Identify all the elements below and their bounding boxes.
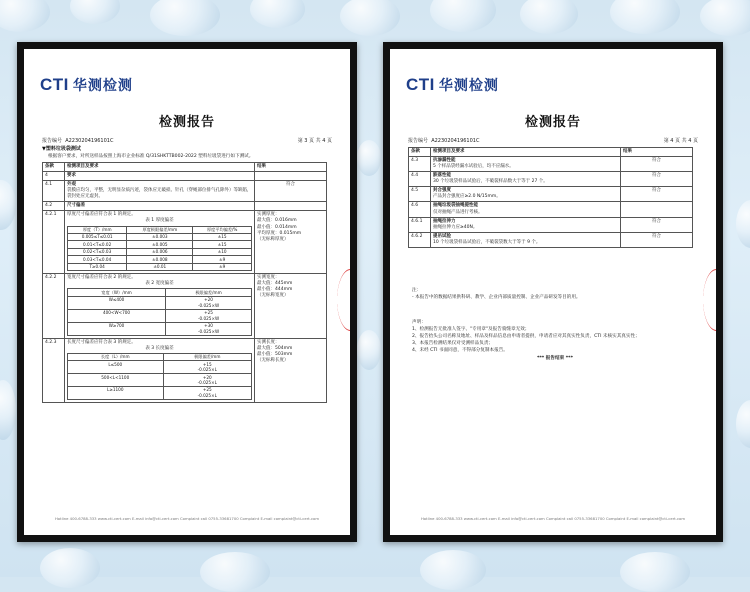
table-row-length: 4.2.3 长度尺寸偏差应符合表 3 的规定。 表 3 长度偏差 长度（L）/mm 极限偏差/mm L≤500 +15 -0.025×L 500<L<1100 +20 -0.025×L L≥1100 +25 -0.025×L 实测长度： 最大值：504mm 最小值：503mm （无标称长度）: [43, 338, 327, 402]
page-info: 第 4 页 共 4 页: [663, 138, 698, 144]
background-pebble: [40, 548, 100, 588]
table-row: 4.5 封合强度 产品封合强度应≥2.0 N/15mm。 符合: [409, 187, 693, 202]
statement-item: 1、检测报告无批准人签字、"专用章"及报告骑缝章无效；: [412, 327, 530, 333]
report-page-3: [24, 49, 350, 535]
header-result: 结果: [621, 148, 693, 157]
background-pebble: [610, 0, 680, 34]
report-meta: [408, 137, 698, 144]
table-row: 4.6 抽绳垃圾袋抽绳提性能 仅对抽绳产品进行考核。: [409, 202, 693, 217]
statement-section: [412, 319, 698, 362]
length-deviation-table: 长度（L）/mm 极限偏差/mm L≤500 +15 -0.025×L 500<L<1100 +20 -0.025×L L≥1100 +25 -0.025×L: [67, 353, 252, 400]
table-row: 4.6.1 抽绳拉伸力 抽绳拉伸力应≥40N。 符合: [409, 217, 693, 232]
note-text: - 本报告中的数据结果供科研、教学、企业内部质量控制、企业产品研发等目的用。: [412, 295, 581, 301]
background-pebble: [736, 400, 750, 448]
page-info: 第 3 页 共 4 页: [297, 138, 332, 144]
table-row: 4 要求: [43, 172, 327, 181]
report-end: *** 报告结束 ***: [537, 355, 573, 361]
header-clause: 条款: [409, 148, 431, 157]
statement-item: 3、本报告检测结果仅对受测样品负责；: [412, 341, 494, 347]
background-pebble: [0, 380, 16, 440]
report-title: 检测报告: [158, 115, 215, 130]
background-pebble: [700, 0, 750, 36]
report-no-label: 报告编号: [408, 138, 429, 144]
report-no: A2230204196101C: [65, 138, 114, 144]
table-header-row: [43, 163, 327, 172]
header-item: 检测项目及要求: [65, 163, 255, 172]
intro-text: 根据客户要求，对所送样品按照上海市企业标准 Q/31SHKTTB002-2022 塑料垃圾袋进行如下测试。: [48, 154, 254, 159]
table-row-thickness: 4.2.1 厚度尺寸偏差应符合表 1 的规定。 表 1 厚度偏差 厚度（T）/mm 厚度极限偏差/mm 厚度平均偏差/% 0.005≤T≤0.01 ±0.003 ±15 0.01<T≤0.02 ±0.005 ±15 0.02<T≤0.03 ±0.006 ±10 0.03<T≤0.04 ±0.008 ±9 T≥0.04 ±0.01 ±9 实测厚度： 最大值：0.016mm 最小值：0.014mm 平均厚度：0.015mm （无标称厚度）: [43, 211, 327, 274]
seal-stamp-edge: [337, 269, 350, 331]
logo-cn: 华测检测: [438, 78, 499, 94]
report-page-3-frame: [17, 42, 357, 542]
background-pebble: [430, 0, 496, 32]
test-results-table: [408, 147, 693, 248]
report-meta: [42, 137, 332, 144]
test-results-table: [42, 162, 327, 403]
cti-logo: [40, 75, 133, 95]
background-pebble: [620, 552, 690, 592]
report-title: 检测报告: [524, 115, 581, 130]
background-pebble: [357, 140, 381, 176]
background-pebble: [150, 0, 220, 36]
width-deviation-table: 宽度（W）/mm 极限偏差/mm W≤400 +20 -0.025×W 400<W<700 +25 -0.025×W W≥700 +30 -0.025×W: [67, 288, 252, 335]
table-row: 4.4 跌落性能 30 个垃圾袋样品试验后，不破裂样品数大于等于 27 个。 符合: [409, 172, 693, 187]
statement-label: 声明：: [412, 320, 426, 325]
report-page-4: [390, 49, 716, 535]
logo-en: CTI: [406, 75, 435, 94]
thickness-deviation-table: 厚度（T）/mm 厚度极限偏差/mm 厚度平均偏差/% 0.005≤T≤0.01 ±0.003 ±15 0.01<T≤0.02 ±0.005 ±15 0.02<T≤0.03 ±0.006 ±10 0.03<T≤0.04 ±0.008 ±9 T≥0.04 ±0.01 ±9: [67, 226, 252, 272]
background-pebble: [0, 0, 50, 32]
logo-en: CTI: [40, 75, 69, 94]
background-pebble: [250, 0, 305, 28]
notes-section: [412, 287, 698, 301]
header-clause: 条款: [43, 163, 65, 172]
logo-cn: 华测检测: [72, 78, 133, 94]
header-item: 检测项目及要求: [431, 148, 621, 157]
report-no: A2230204196101C: [431, 138, 480, 144]
report-no-label: 报告编号: [42, 138, 63, 144]
background-pebble: [420, 550, 486, 590]
section-title: ▼塑料垃圾袋测试: [42, 146, 81, 152]
background-pebble: [0, 180, 16, 230]
table-header-row: [409, 148, 693, 157]
background-pebble: [340, 0, 400, 36]
background-pebble: [520, 0, 578, 34]
report-page-4-frame: [383, 42, 723, 542]
background-pebble: [200, 552, 270, 592]
seal-stamp-edge: [703, 269, 716, 331]
table-row: 4.1 外观 袋膜应均匀，平整，无明显杂质污迹，袋体应无破损、针孔（穿绳部位排气孔除外）等缺陷，袋封处应无虚封。 符合: [43, 181, 327, 202]
statement-item: 2、报告抬头公司名称及地址、样品及样品信息由申请者提供，申请者应对其真实性负责，CTI 未核实其真实性；: [412, 334, 640, 340]
table-row: 4.2 尺寸偏差: [43, 202, 327, 211]
table-row-width: 4.2.2 宽度尺寸偏差应符合表 2 的规定。 表 2 宽度偏差 宽度（W）/mm 极限偏差/mm W≤400 +20 -0.025×W 400<W<700 +25 -0.025×W W≥700 +30 -0.025×W 实测宽度： 最大值：445mm 最小值：444mm （无标称宽度）: [43, 274, 327, 338]
statement-item: 4、未经 CTI 书面同意，不得部分复制本报告。: [412, 348, 508, 354]
background-pebble: [70, 0, 120, 24]
header-result: 结果: [255, 163, 327, 172]
table-row: 4.6.2 提吊试验 10 个垃圾袋样品试验后，不破裂袋数大于等于 9 个。 符合: [409, 232, 693, 247]
note-label: 注：: [412, 288, 422, 293]
page-footer: Hotline 400-6788-333 www.cti-cert.com E-mail info@cti-cert.com Complaint call 0755-33681700 Complaint E-mail complaint@cti-cert.com: [54, 516, 320, 521]
cti-logo: [406, 75, 499, 95]
background-pebble: [357, 330, 381, 370]
page-footer: Hotline 400-6788-333 www.cti-cert.com E-mail info@cti-cert.com Complaint call 0755-33681700 Complaint E-mail complaint@cti-cert.com: [420, 516, 686, 521]
background-pebble: [736, 200, 750, 248]
table-row: 4.3 抗渗漏性能 5 个样品袋经漏水试验后，均不应漏水。 符合: [409, 157, 693, 172]
